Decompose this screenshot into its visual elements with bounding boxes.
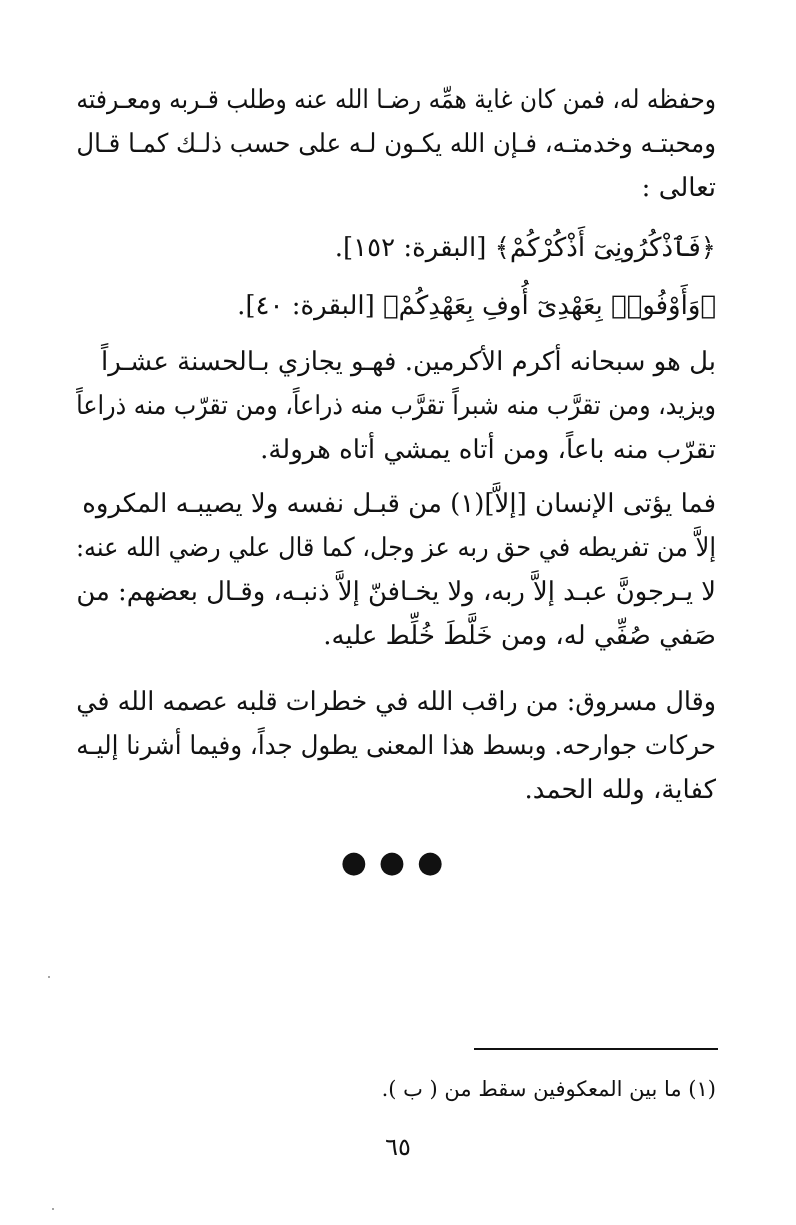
- paragraph-3-line-3: لا يـرجونَّ عبـد إلاَّ ربه، ولا يخـافنّ إلاَّ ذنبـه، وقـال بعضهم: من: [76, 577, 716, 607]
- paragraph-1: [76, 78, 716, 210]
- section-ornament-dots: ●●●: [340, 845, 456, 880]
- paragraph-4: [76, 680, 716, 812]
- scan-speck: [52, 1208, 54, 1210]
- footnote-divider: [474, 1048, 718, 1050]
- paragraph-3: [76, 482, 716, 658]
- paragraph-3-line-2: إلاَّ من تفريطه في حق ربه عز وجل، كما قال علي رضي الله عنه:: [75, 533, 716, 563]
- paragraph-2-line-2: ويزيد، ومن تقرَّب منه شبراً تقرَّب منه ذراعاً، ومن تقرّب منه ذراعاً: [76, 391, 717, 421]
- paragraph-1-line-2: ومحبتـه وخدمتـه، فـإن الله يكـون لـه على حسب ذلـك كمـا قـال: [76, 129, 716, 159]
- paragraph-4-line-1: وقال مسروق: من راقب الله في خطرات قلبه عصمه الله في: [76, 687, 716, 717]
- footnote: (١) ما بين المعكوفين سقط من ( ب ).: [381, 1077, 716, 1101]
- paragraph-1-line-1: وحفظه له، فمن كان غاية همِّه رضـا الله عنه وطلب قـربه ومعـرفته: [76, 85, 716, 115]
- paragraph-4-line-3: كفاية، ولله الحمد.: [524, 775, 716, 805]
- paragraph-2-line-1: بل هو سبحانه أكرم الأكرمين. فهـو يجازي بـالحسنة عشـراً: [100, 347, 716, 377]
- paragraph-4-line-2: حركات جوارحه. وبسط هذا المعنى يطول جداً، وفيما أشرنا إليـه: [76, 731, 717, 761]
- paragraph-3-line-1: فما يؤتى الإنسان [إلاَّ](١) من قبـل نفسه ولا يصيبـه المكروه: [82, 489, 716, 519]
- scan-speck: [48, 976, 50, 978]
- paragraph-3-line-4: صَفي صُفِّي له، ومن خَلَّطَ خُلِّط عليه.: [323, 621, 716, 651]
- quran-verse-2: ﴿وَأَوْفُوا۟ بِعَهْدِىٓ أُوفِ بِعَهْدِكُمْ﴾ [البقرة: ٤٠].: [237, 291, 716, 321]
- page-number: ٦٥: [385, 1133, 411, 1161]
- paragraph-1-line-3: تعالى :: [641, 173, 716, 203]
- paragraph-2: [76, 340, 716, 472]
- quran-verse-1: ﴿فَٱذْكُرُونِىٓ أَذْكُرْكُمْ﴾ [البقرة: ١٥٢].: [334, 233, 716, 263]
- paragraph-2-line-3: تقرّب منه باعاً، ومن أتاه يمشي أتاه هرولة.: [260, 435, 716, 465]
